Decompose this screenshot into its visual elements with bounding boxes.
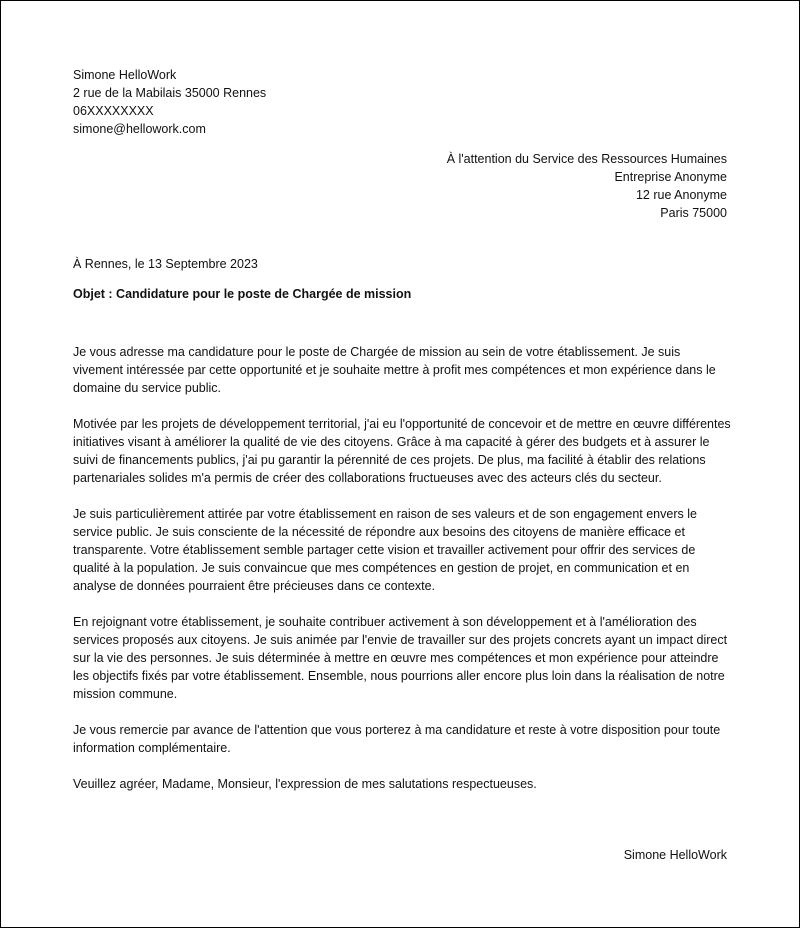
body-paragraph: Je vous adresse ma candidature pour le poste de Chargée de mission au sein de votre établissement. Je suis vivement intéressée par cette opportunité et je souhaite mettre à profit mes compétences et mon expérience dans le domaine du service public. bbox=[73, 345, 716, 395]
letter-body bbox=[73, 343, 733, 811]
sender-block bbox=[73, 66, 266, 138]
sender-address: 2 rue de la Mabilais 35000 Rennes bbox=[73, 86, 267, 100]
sender-name: Simone HelloWork bbox=[73, 68, 177, 82]
recipient-city: Paris 75000 bbox=[660, 206, 727, 220]
recipient-attention: À l'attention du Service des Ressources Humaines bbox=[446, 152, 727, 166]
sender-phone: 06XXXXXXXX bbox=[73, 104, 154, 118]
body-paragraph: Je suis particulièrement attirée par votre établissement en raison de ses valeurs et de son engagement envers le service public. Je suis consciente de la nécessité de répondre aux besoins des citoyens de manière efficace et transparente. Votre établissement semble partager cette vision et travailler activement pour offrir des services de qualité à la population. Je suis convaincue que mes compétences en gestion de projet, en communication et en analyse de données pourraient être précieuses dans ce contexte. bbox=[73, 507, 697, 593]
subject-line: Objet : Candidature pour le poste de Chargée de mission bbox=[73, 287, 412, 301]
body-paragraph: Motivée par les projets de développement territorial, j'ai eu l'opportunité de concevoir et de mettre en œuvre différentes initiatives visant à améliorer la qualité de vie des citoyens. Grâce à ma capacité à gérer des budgets et à assurer le suivi de financements publics, j'ai pu garantir la pérennité de ces projets. De plus, ma facilité à établir des relations partenariales solides m'a permis de créer des collaborations fructueuses avec des acteurs clés du secteur. bbox=[73, 417, 731, 485]
closing-paragraph: Veuillez agréer, Madame, Monsieur, l'expression de mes salutations respectueuses. bbox=[73, 777, 537, 791]
body-paragraph: En rejoignant votre établissement, je souhaite contribuer activement à son développement et à l'amélioration des services proposés aux citoyens. Je suis animée par l'envie de travailler sur des projets concrets ayant un impact direct sur la vie des personnes. Je suis déterminée à mettre en œuvre mes compétences et mon expérience pour atteindre les objectifs fixés par votre établissement. Ensemble, nous pourrions aller encore plus loin dans la réalisation de notre mission commune. bbox=[73, 615, 728, 701]
date-line: À Rennes, le 13 Septembre 2023 bbox=[73, 257, 258, 271]
signature: Simone HelloWork bbox=[623, 848, 727, 862]
recipient-company: Entreprise Anonyme bbox=[614, 170, 727, 184]
recipient-block bbox=[447, 150, 727, 222]
recipient-street: 12 rue Anonyme bbox=[635, 188, 727, 202]
body-paragraph: Je vous remercie par avance de l'attention que vous porterez à ma candidature et reste à votre disposition pour toute information complémentaire. bbox=[73, 723, 721, 755]
sender-email: simone@hellowork.com bbox=[73, 122, 206, 136]
